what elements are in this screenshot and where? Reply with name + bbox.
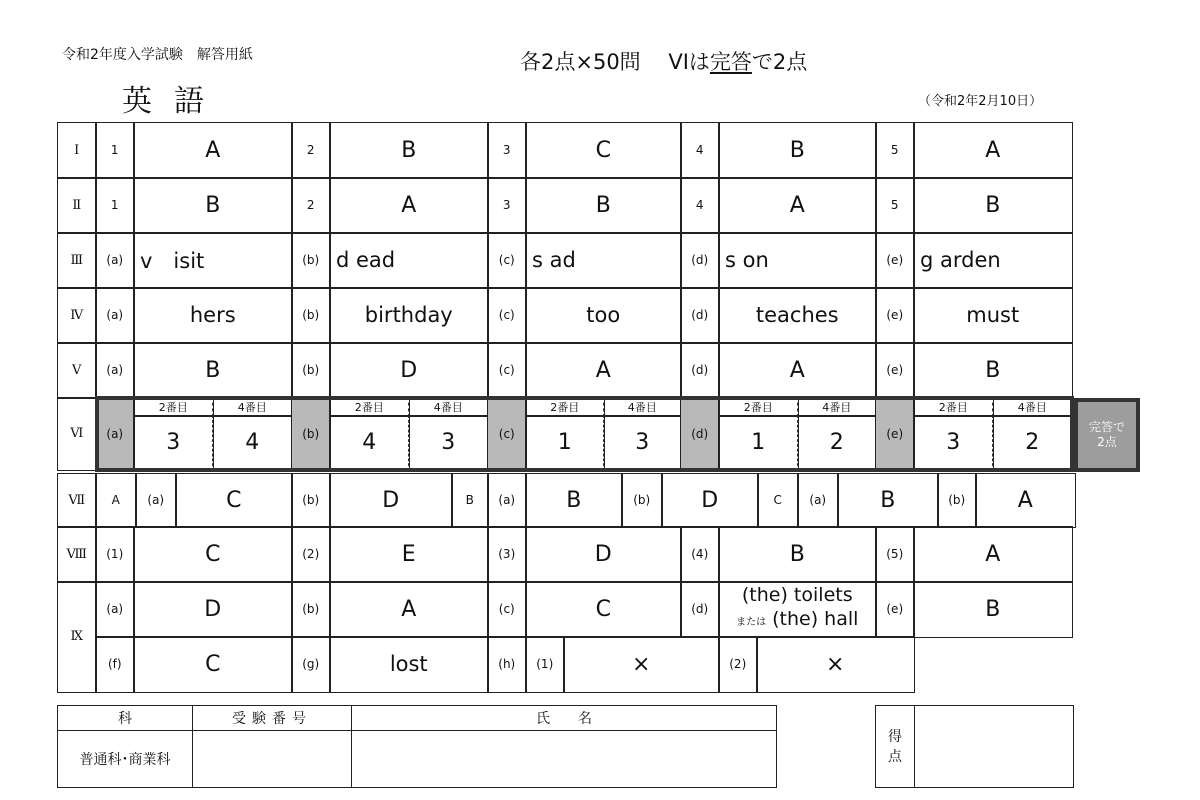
row-iv-num: (e) bbox=[875, 287, 915, 344]
row-vi-num: (b) bbox=[291, 397, 331, 471]
row-vii-cell: C bbox=[757, 473, 799, 528]
row-v-answer: B bbox=[133, 342, 293, 399]
row-vi-answer-2: 1 bbox=[718, 415, 799, 471]
row-viii-num: (4) bbox=[680, 526, 720, 583]
row-ix-or: または bbox=[736, 617, 767, 629]
row-ii-label: Ⅱ bbox=[57, 177, 97, 234]
row-ix-answer: C bbox=[525, 581, 682, 638]
row-vi-answer-4: 2 bbox=[992, 415, 1073, 471]
row-vi-answer-4: 3 bbox=[603, 415, 682, 471]
row-ii-answer: B bbox=[913, 177, 1073, 234]
points-underlined: 完答 bbox=[709, 50, 752, 74]
row-vii-cell: B bbox=[525, 473, 623, 528]
row-vii-cell: C bbox=[175, 473, 293, 528]
row-v-num: (b) bbox=[291, 342, 331, 399]
row-iv-answer: must bbox=[913, 287, 1073, 344]
exam-number-header: 受験番号 bbox=[192, 705, 352, 731]
row-vii-cell: D bbox=[329, 473, 453, 528]
row-iii-answer: g arden bbox=[913, 232, 1073, 289]
points-tail: で2点 bbox=[751, 50, 808, 74]
row-iii-num: (a) bbox=[95, 232, 135, 289]
row-viii-num: (2) bbox=[291, 526, 331, 583]
row-v-num: (e) bbox=[875, 342, 915, 399]
row-ix-answer: A bbox=[329, 581, 489, 638]
row-viii-answer: D bbox=[525, 526, 682, 583]
row-viii-answer: C bbox=[133, 526, 293, 583]
score-field[interactable] bbox=[914, 705, 1074, 788]
row-i-answer: C bbox=[525, 122, 682, 179]
row-v-num: (a) bbox=[95, 342, 135, 399]
row-iii-answer: s ad bbox=[525, 232, 682, 289]
row-vi-head-2: 2番目 bbox=[913, 397, 994, 417]
row-iv-answer: too bbox=[525, 287, 682, 344]
row-ix-num: (d) bbox=[680, 581, 720, 638]
row-ix-answer: B bbox=[913, 581, 1073, 638]
row-viii-num: (1) bbox=[95, 526, 135, 583]
row-i-answer: B bbox=[329, 122, 489, 179]
row-ix-answer: × bbox=[563, 636, 720, 693]
row-ii-num: 5 bbox=[875, 177, 915, 234]
row-iv-num: (c) bbox=[487, 287, 527, 344]
row-vi-num: (a) bbox=[95, 397, 135, 471]
name-header: 氏 名 bbox=[351, 705, 777, 731]
row-vi-num: (d) bbox=[680, 397, 720, 471]
row-vii-cell: A bbox=[95, 473, 137, 528]
row-i-num: 1 bbox=[95, 122, 135, 179]
row-iv-num: (a) bbox=[95, 287, 135, 344]
row-vi-head-2: 2番目 bbox=[718, 397, 799, 417]
row-vii-cell: (b) bbox=[291, 473, 331, 528]
row-vi-head-2: 2番目 bbox=[133, 397, 214, 417]
row-ix-answer: D bbox=[133, 581, 293, 638]
row-vi-answer-2: 3 bbox=[913, 415, 994, 471]
row-i-num: 5 bbox=[875, 122, 915, 179]
row-vi-answer-4: 2 bbox=[797, 415, 877, 471]
row-ix-answer-line2 bbox=[736, 607, 858, 635]
row-ix-sub: (1) bbox=[525, 636, 565, 693]
subject-title: 英語 bbox=[122, 84, 226, 119]
name-field[interactable] bbox=[351, 730, 777, 788]
row-vii-cell: (b) bbox=[937, 473, 977, 528]
row-ix-answer: lost bbox=[329, 636, 489, 693]
course-value: 普通科･商業科 bbox=[57, 730, 193, 788]
row-vi-side-note: 完答で 2点 bbox=[1074, 398, 1140, 472]
row-iii-answer: d ead bbox=[329, 232, 489, 289]
exam-date: （令和2年2月10日） bbox=[918, 94, 1043, 109]
row-v-answer: B bbox=[913, 342, 1073, 399]
points-note bbox=[520, 46, 807, 76]
row-vii-cell: B bbox=[451, 473, 489, 528]
row-viii-label: Ⅷ bbox=[57, 526, 97, 583]
row-v-answer: A bbox=[525, 342, 682, 399]
row-ii-num: 3 bbox=[487, 177, 527, 234]
row-ix-num: (f) bbox=[95, 636, 135, 693]
row-ix-num: (b) bbox=[291, 581, 331, 638]
row-iii-num: (e) bbox=[875, 232, 915, 289]
row-ix-answer: × bbox=[756, 636, 915, 693]
row-vii-cell: (a) bbox=[797, 473, 839, 528]
row-vi-head-4: 4番目 bbox=[992, 397, 1073, 417]
row-vi-answer-4: 3 bbox=[408, 415, 489, 471]
row-ii-num: 1 bbox=[95, 177, 135, 234]
row-vi-head-2: 2番目 bbox=[525, 397, 605, 417]
row-iv-answer: teaches bbox=[718, 287, 877, 344]
row-ix-num: (h) bbox=[487, 636, 527, 693]
row-i-answer: B bbox=[718, 122, 877, 179]
row-ix-answer-alt: (the) hall bbox=[772, 608, 859, 631]
row-iv-answer: birthday bbox=[329, 287, 489, 344]
row-v-answer: A bbox=[718, 342, 877, 399]
row-i-num: 3 bbox=[487, 122, 527, 179]
row-vi-answer-2: 3 bbox=[133, 415, 214, 471]
row-vii-cell: B bbox=[837, 473, 939, 528]
row-viii-num: (5) bbox=[875, 526, 915, 583]
answer-sheet bbox=[57, 122, 1074, 690]
row-vi-answer-2: 1 bbox=[525, 415, 605, 471]
row-iv-label: Ⅳ bbox=[57, 287, 97, 344]
row-v-num: (d) bbox=[680, 342, 720, 399]
row-vi-head-4: 4番目 bbox=[603, 397, 682, 417]
row-i-num: 2 bbox=[291, 122, 331, 179]
points-main: 各2点×50問 VIは bbox=[520, 50, 710, 74]
row-ix-num: (c) bbox=[487, 581, 527, 638]
row-ix-num: (a) bbox=[95, 581, 135, 638]
course-header: 科 bbox=[57, 705, 193, 731]
row-vi-head-4: 4番目 bbox=[797, 397, 877, 417]
row-ii-answer: A bbox=[329, 177, 489, 234]
row-iii-answer: v isit bbox=[133, 232, 293, 289]
row-ix-num: (g) bbox=[291, 636, 331, 693]
row-ix-num: (e) bbox=[875, 581, 915, 638]
row-vi-answer-4: 4 bbox=[212, 415, 293, 471]
row-iv-num: (b) bbox=[291, 287, 331, 344]
row-vii-cell: (b) bbox=[621, 473, 663, 528]
row-viii-num: (3) bbox=[487, 526, 527, 583]
row-ix-label: Ⅸ bbox=[57, 581, 97, 693]
row-vi-answer-2: 4 bbox=[329, 415, 410, 471]
row-v-label: Ⅴ bbox=[57, 342, 97, 399]
row-vii-label: Ⅶ bbox=[57, 473, 97, 528]
row-vii-cell: (a) bbox=[487, 473, 527, 528]
row-i-answer: A bbox=[913, 122, 1073, 179]
row-ii-answer: B bbox=[525, 177, 682, 234]
row-ix-answer bbox=[718, 581, 877, 638]
row-iii-label: Ⅲ bbox=[57, 232, 97, 289]
row-ii-answer: B bbox=[133, 177, 293, 234]
row-vi-label: Ⅵ bbox=[57, 397, 97, 471]
row-iv-answer: hers bbox=[133, 287, 293, 344]
row-v-answer: D bbox=[329, 342, 489, 399]
row-iii-num: (b) bbox=[291, 232, 331, 289]
row-vii-cell: A bbox=[975, 473, 1076, 528]
row-viii-answer: B bbox=[718, 526, 877, 583]
row-ix-answer: C bbox=[133, 636, 293, 693]
row-vi-head-4: 4番目 bbox=[408, 397, 489, 417]
row-vii-cell: (a) bbox=[135, 473, 177, 528]
row-vi-num: (e) bbox=[875, 397, 915, 471]
row-vi-head-4: 4番目 bbox=[212, 397, 293, 417]
row-i-num: 4 bbox=[680, 122, 720, 179]
row-viii-answer: E bbox=[329, 526, 489, 583]
row-ix-sub: (2) bbox=[718, 636, 758, 693]
row-viii-answer: A bbox=[913, 526, 1073, 583]
row-iii-num: (d) bbox=[680, 232, 720, 289]
row-iii-answer: s on bbox=[718, 232, 877, 289]
row-vii-cell: D bbox=[661, 473, 759, 528]
row-vi-head-2: 2番目 bbox=[329, 397, 410, 417]
row-ii-answer: A bbox=[718, 177, 877, 234]
score-label: 得 点 bbox=[875, 705, 915, 788]
row-iii-num: (c) bbox=[487, 232, 527, 289]
row-v-num: (c) bbox=[487, 342, 527, 399]
row-ii-num: 2 bbox=[291, 177, 331, 234]
row-iv-num: (d) bbox=[680, 287, 720, 344]
exam-title: 令和2年度入学試験 解答用紙 bbox=[62, 47, 253, 63]
row-i-label: I bbox=[57, 122, 97, 179]
row-vi-num: (c) bbox=[487, 397, 527, 471]
row-i-answer: A bbox=[133, 122, 293, 179]
exam-number-field[interactable] bbox=[192, 730, 352, 788]
row-ix-answer-line1: (the) toilets bbox=[741, 584, 853, 607]
row-ii-num: 4 bbox=[680, 177, 720, 234]
